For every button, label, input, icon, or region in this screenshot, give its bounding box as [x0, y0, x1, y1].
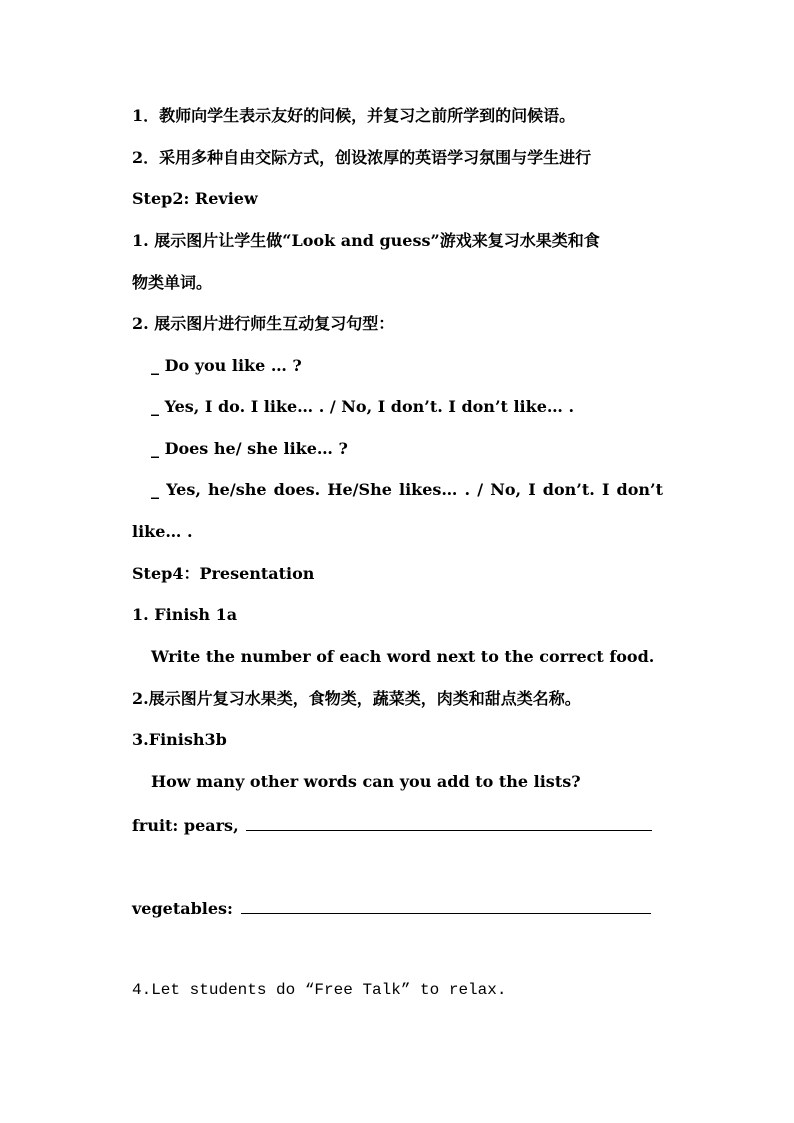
text-line-free-talk: 4.Let students do “Free Talk” to relax. — [132, 981, 507, 999]
fruit-list-blank[interactable] — [246, 814, 652, 831]
dialogue-line-answer-1: _ Yes, I do. I like… . / No, I don’t. I don’t like… . — [151, 397, 575, 416]
text-line-vocabulary: 物类单词。 — [132, 273, 213, 292]
dialogue-line-answer-2 — [151, 480, 663, 500]
heading-finish-1a: 1. Finish 1a — [132, 605, 238, 624]
text-line-instruction-1a: Write the number of each word next to the correct food. — [151, 647, 655, 666]
vegetables-list-row — [132, 897, 651, 919]
text-line-sentence-patterns: 2. 展示图片进行师生互动复习句型： — [132, 314, 395, 333]
dialogue-line-answer-2-text: _ Yes, he/she does. He/She likes… . / No, I don’t. I don’t — [151, 480, 663, 499]
fruit-list-row — [132, 814, 652, 836]
text-line-atmosphere: 2．采用多种自由交际方式，创设浓厚的英语学习氛围与学生进行 — [132, 148, 592, 167]
vegetables-list-label: vegetables: — [132, 899, 233, 918]
text-line-greeting: 1．教师向学生表示友好的问候，并复习之前所学到的问候语。 — [132, 106, 576, 125]
text-line-look-and-guess: 1. 展示图片让学生做“Look and guess”游戏来复习水果类和食 — [132, 231, 600, 250]
heading-step2-review: Step2: Review — [132, 189, 258, 208]
heading-finish-3b: 3.Finish3b — [132, 730, 227, 749]
fruit-list-label: fruit: pears, — [132, 816, 239, 835]
dialogue-line-question-2: _ Does he/ she like… ? — [151, 439, 348, 458]
text-line-instruction-3b: How many other words can you add to the lists? — [151, 772, 581, 791]
vegetables-list-blank[interactable] — [241, 897, 651, 914]
dialogue-line-answer-2-continued: like… . — [132, 522, 193, 541]
text-line-food-categories: 2.展示图片复习水果类，食物类，蔬菜类，肉类和甜点类名称。 — [132, 689, 581, 708]
dialogue-line-question-1: _ Do you like … ? — [151, 356, 302, 375]
heading-step4-presentation: Step4：Presentation — [132, 564, 315, 583]
